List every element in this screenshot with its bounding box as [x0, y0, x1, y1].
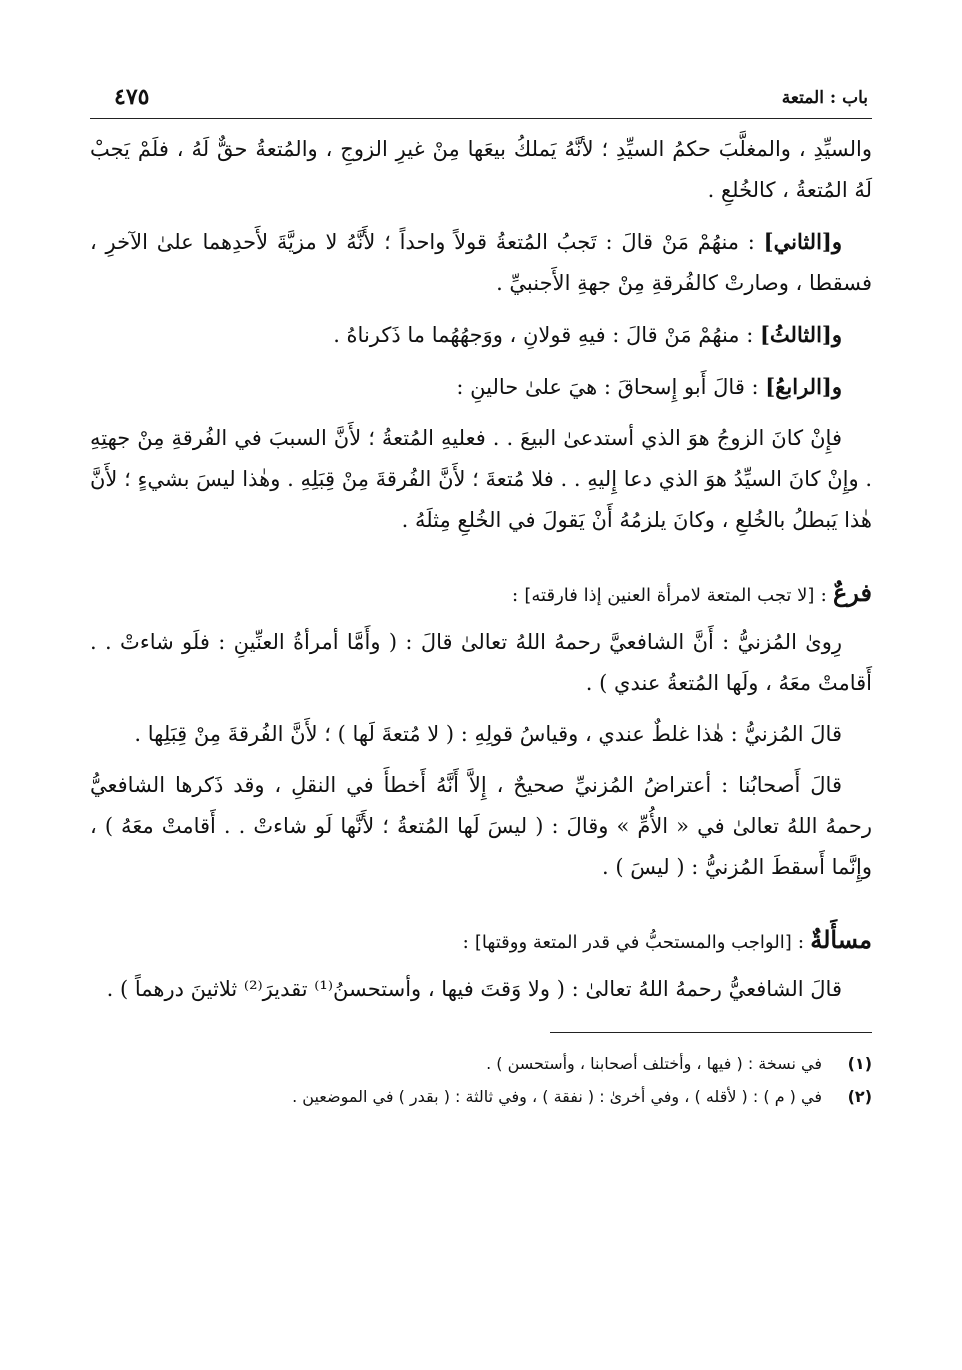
page-header — [90, 78, 872, 119]
section-heading: فرعٌ : [لا تجب المتعة لامرأة العنين إذا فارقته] : — [511, 578, 872, 607]
paragraph-text: : منهُمْ مَنْ قالَ : تَجبُ المُتعةُ قولاً واحداً ؛ لأَنَّهُ لا مزيَّةَ لأَحدِهما علىٰ الآخرِ ، فسقطا ، وصارتْ كالفُرقةِ مِنْ جهةِ الأَجنبيِّ . — [90, 230, 872, 295]
section-topic: [الواجب والمستحبُّ في قدر المتعة ووقتها] — [474, 932, 792, 953]
opinion-label: و[الثالثُ] — [759, 322, 842, 347]
footnote-number: (٢) — [847, 1087, 872, 1106]
paragraph-text: فإِنْ كانَ الزوجُ هوَ الذي أستدعىٰ البيعَ . . فعليهِ المُتعةُ ؛ لأَنَّ السببَ في الفُرقةِ مِنْ جهتِهِ . وإِنْ كانَ السيِّدُ هوَ الذي دعا إِليهِ . . فلا مُتعةَ ؛ لأَنَّ الفُرقةَ مِنْ قِبَلِهِ . وهٰذا ليسَ بشيءٍ ؛ لأَنَّ هٰذا يَبطلُ بالخُلعِ ، وكانَ يلزمُهُ أَنْ يَقولَ في الخُلعِ مِثلَهُ . — [90, 426, 872, 532]
paragraph — [90, 221, 872, 304]
paragraph-text: قالَ أَصحابُنا : أعتراضُ المُزنيِّ صحيحٌ ، إِلاَّ أَنَّهُ أَخطأَ في النقلِ ، وقد ذَكرها الشافعيُّ رحمهُ اللهُ تعالىٰ في « الأُمِّ » وقالَ : ( ليسَ لَها المُتعةُ ؛ لأَنَّها لَو شاءتْ . . أَقامتْ معَهُ ) ، وإِنَّما أَسقطَ المُزنيُّ : ( ليسَ ) . — [90, 773, 872, 879]
footnote-divider — [550, 1032, 872, 1033]
footnotes — [90, 1032, 872, 1113]
page-number: ٤٧٥ — [114, 84, 150, 110]
paragraph-text: قالَ الشافعيُّ رحمهُ اللهُ تعالىٰ : ( ولا وَقتَ فيها ، وأستحسنُ⁽¹⁾ تقديرَ⁽²⁾ ثلاثينَ درهماً ) . — [106, 977, 842, 1001]
footnote — [90, 1080, 872, 1113]
paragraph — [90, 129, 872, 211]
paragraph-text: رِوىٰ المُزنيُّ : أَنَّ الشافعيَّ رحمهُ اللهُ تعالىٰ قالَ : ( وأَمَّا أمرأةُ العنِّينِ : فلَو شاءتْ . . أَقامتْ معَهُ ، ولَها المُتعةُ عندي ) . — [90, 630, 872, 695]
book-page — [90, 78, 872, 1328]
footnote — [90, 1047, 872, 1080]
paragraph — [90, 765, 872, 888]
paragraph-text: والسيِّدِ ، والمغلَّبَ حكمُ السيِّدِ ؛ لأنَّهُ يَملكُ بيعَها مِنْ غيرِ الزوجِ ، والمُتعةُ حقٌّ لَهُ ، فلَمْ يَجبْ لَهُ المُتعةُ ، كالخُلعِ . — [90, 137, 872, 202]
section-keyword: مسأَلةٌ — [810, 925, 872, 954]
section-topic: [لا تجب المتعة لامرأة العنين إذا فارقته] — [524, 585, 815, 606]
section-keyword: فرعٌ — [832, 578, 872, 607]
main-text — [90, 129, 872, 1010]
paragraph-text: قالَ المُزنيُّ : هٰذا غلطٌ عندي ، وقياسُ قولِهِ : ( لا مُتعةَ لَها ) ؛ لأَنَّ الفُرقةَ مِنْ قِبَلِها . — [134, 722, 842, 746]
chapter-title: باب : المتعة — [781, 88, 868, 108]
paragraph-text: : قالَ أَبو إِسحاقَ : هيَ علىٰ حالينِ : — [456, 375, 766, 399]
paragraph — [90, 366, 872, 408]
paragraph — [90, 314, 872, 356]
footnote-text: في ( م ) : ( لأقله ) ، وفي أخرىٰ : ( نفقة ) ، وفي ثالثة : ( بقدر ) في الموضعين . — [292, 1087, 822, 1106]
footnote-text: في نسخة : ( فيها ، وأختلف أصحابنا ، وأستحسن ) . — [486, 1054, 822, 1073]
paragraph — [90, 969, 872, 1010]
paragraph — [90, 714, 872, 755]
paragraph — [90, 418, 872, 541]
paragraph-text: : منهُمْ مَنْ قالَ : فيهِ قولانِ ، ووَجهُهُما ما ذَكرناهُ . — [333, 323, 760, 347]
opinion-label: و[الرابعُ] — [765, 374, 842, 399]
footnote-number: (١) — [847, 1054, 872, 1073]
paragraph — [90, 622, 872, 704]
opinion-label: و[الثاني] — [763, 229, 842, 254]
section-heading: مسأَلةٌ : [الواجب والمستحبُّ في قدر المتعة ووقتها] : — [462, 925, 872, 954]
